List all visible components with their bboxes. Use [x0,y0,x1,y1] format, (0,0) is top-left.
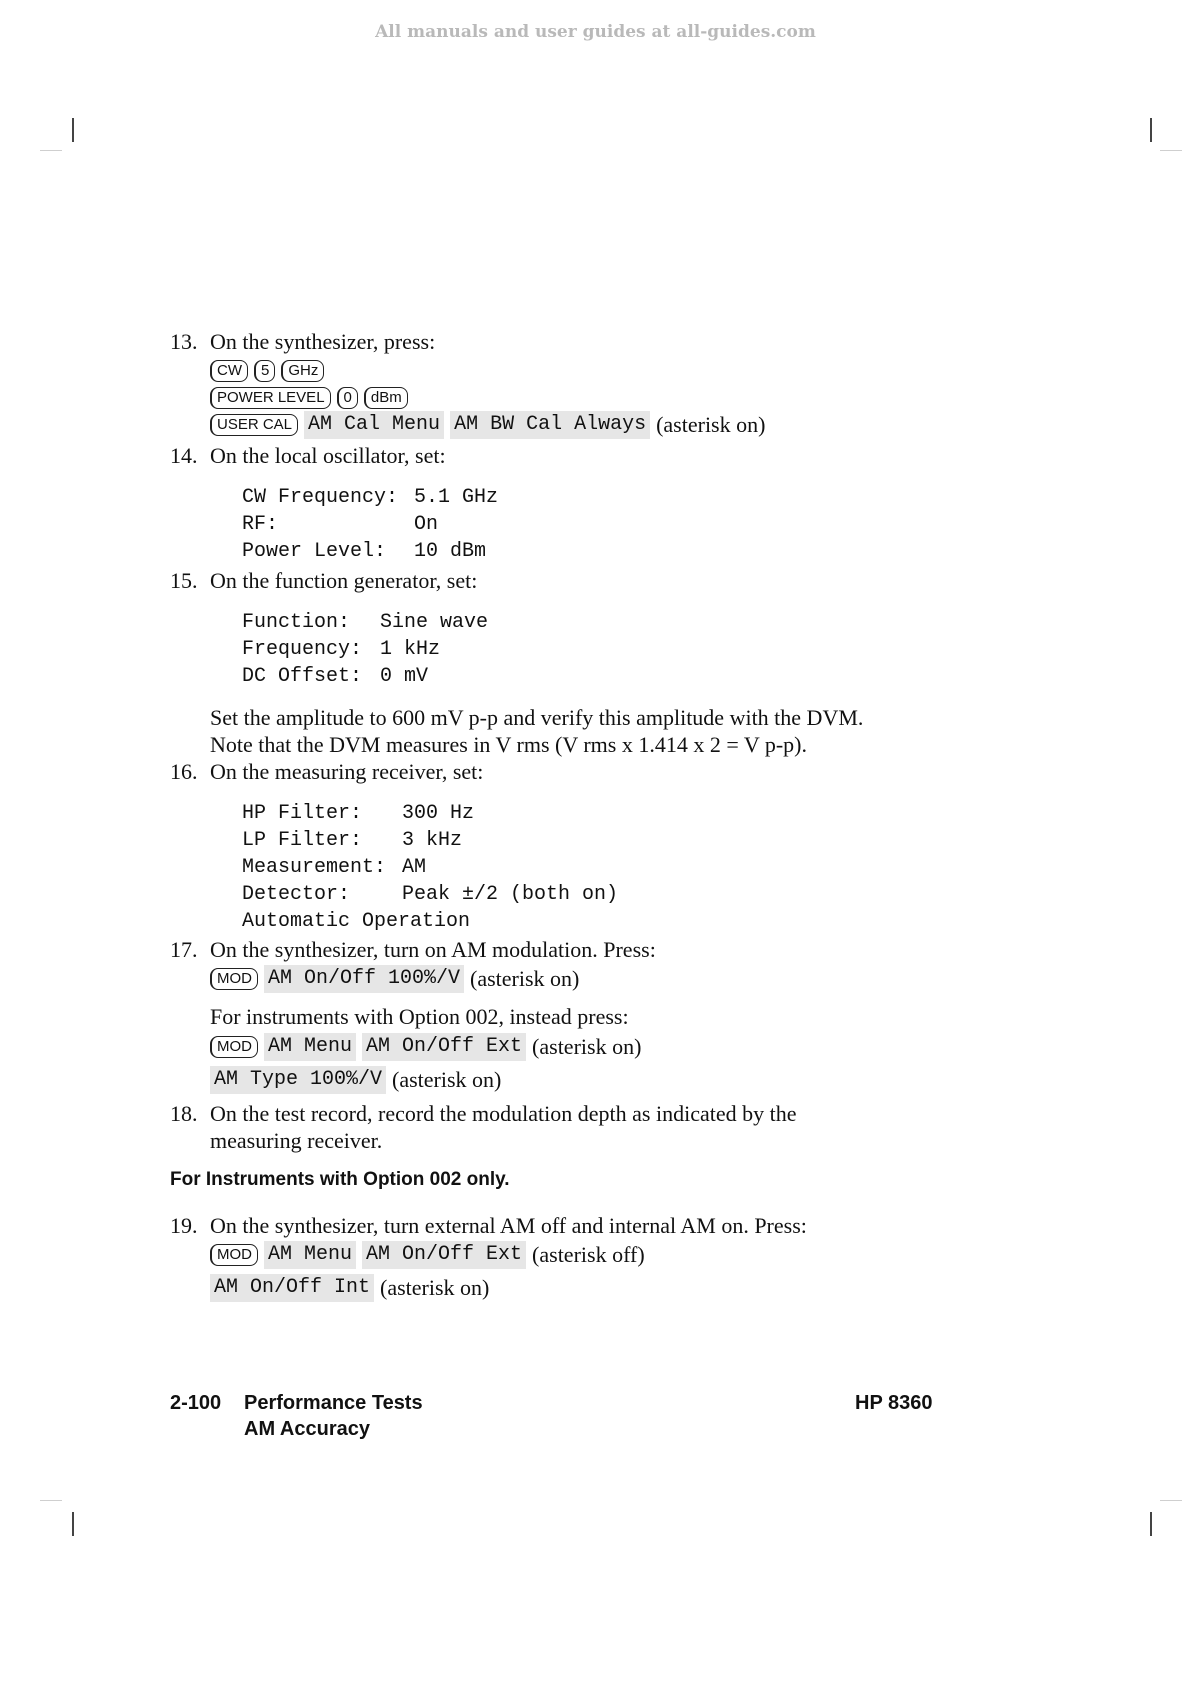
crop-mark [40,1500,62,1501]
crop-mark [1160,1500,1182,1501]
section-title: Performance Tests [244,1392,423,1414]
fg-setting-label: Frequency: [242,638,363,661]
receiver-setting-value: 3 kHz [402,829,463,852]
receiver-setting-label: Detector: [242,883,351,906]
am-menu-softkey[interactable]: AM Menu [264,1241,356,1269]
step-15-text: On the function generator, set: [210,568,478,593]
step-17-keys [210,964,579,993]
mod-key[interactable]: MOD [210,968,258,990]
am-cal-menu-softkey[interactable]: AM Cal Menu [304,411,444,439]
digit-0-key[interactable]: 0 [337,387,358,409]
asterisk-note: (asterisk on) [470,965,580,991]
mod-key[interactable]: MOD [210,1036,258,1058]
model-name: HP 8360 [855,1392,933,1414]
option-002-keys-row-2 [210,1065,501,1094]
step-18-number: 18. [170,1101,198,1126]
option-002-heading: For Instruments with Option 002 only. [170,1169,510,1190]
digit-5-key[interactable]: 5 [254,360,275,382]
am-on-off-ext-softkey[interactable]: AM On/Off Ext [362,1241,526,1269]
asterisk-note: (asterisk on) [380,1274,490,1300]
page-number: 2-100 [170,1392,222,1414]
lo-setting-value: 5.1 GHz [414,486,499,509]
user-cal-key[interactable]: USER CAL [210,414,298,436]
lo-setting-label: CW Frequency: [242,486,399,509]
crop-mark [40,150,62,151]
am-on-off-int-softkey[interactable]: AM On/Off Int [210,1274,374,1302]
power-level-key[interactable]: POWER LEVEL [210,387,331,409]
step-13-keys-row-3 [210,410,765,439]
lo-setting-value: 10 dBm [414,540,487,563]
step-16-number: 16. [170,759,198,784]
crop-mark [1150,1512,1152,1536]
amplitude-note: Set the amplitude to 600 mV p-p and verify this amplitude with the DVM. [210,705,864,730]
step-19-text: On the synthesizer, turn external AM off and internal AM on. Press: [210,1213,807,1238]
subsection-title: AM Accuracy [244,1418,370,1440]
fg-setting-value: 1 kHz [380,638,441,661]
fg-setting-value: Sine wave [380,611,489,634]
lo-setting-label: RF: [242,513,279,536]
step-19-number: 19. [170,1213,198,1238]
option-002-keys-row-1 [210,1032,641,1061]
step-16-text: On the measuring receiver, set: [210,759,484,784]
lo-setting-value: On [414,513,439,536]
step-19-keys-row-2 [210,1273,489,1302]
receiver-setting-value: AM [402,856,427,879]
step-13-keys-row-1 [210,356,330,382]
step-17-number: 17. [170,937,198,962]
step-13-number: 13. [170,329,198,354]
step-14-number: 14. [170,443,198,468]
dbm-key[interactable]: dBm [364,387,408,409]
automatic-operation: Automatic Operation [242,910,471,933]
ghz-key[interactable]: GHz [281,360,324,382]
option-002-instruction: For instruments with Option 002, instead press: [210,1004,629,1029]
receiver-setting-label: LP Filter: [242,829,363,852]
step-13-keys-row-2 [210,383,414,409]
step-14-text: On the local oscillator, set: [210,443,446,468]
fg-setting-value: 0 mV [380,665,429,688]
watermark: All manuals and user guides at all-guides.com [375,22,816,42]
asterisk-note: (asterisk off) [532,1241,645,1267]
dvm-note: Note that the DVM measures in V rms (V rms x 1.414 x 2 = V p-p). [210,732,807,757]
step-15-number: 15. [170,568,198,593]
receiver-setting-value: Peak ±/2 (both on) [402,883,619,906]
am-type-100-softkey[interactable]: AM Type 100%/V [210,1066,386,1094]
crop-mark [1160,150,1182,151]
crop-mark [72,1512,74,1536]
asterisk-note: (asterisk on) [532,1033,642,1059]
mod-key[interactable]: MOD [210,1244,258,1266]
am-on-off-ext-softkey[interactable]: AM On/Off Ext [362,1033,526,1061]
receiver-setting-value: 300 Hz [402,802,475,825]
am-on-off-100-softkey[interactable]: AM On/Off 100%/V [264,965,464,993]
step-19-keys-row-1 [210,1240,645,1269]
asterisk-note: (asterisk on) [656,411,766,437]
crop-mark [72,118,74,142]
cw-key[interactable]: CW [210,360,248,382]
step-18-text-line-1: On the test record, record the modulation depth as indicated by the [210,1101,797,1126]
fg-setting-label: Function: [242,611,351,634]
step-18-text-line-2: measuring receiver. [210,1128,383,1153]
lo-setting-label: Power Level: [242,540,387,563]
asterisk-note: (asterisk on) [392,1066,502,1092]
am-bw-cal-always-softkey[interactable]: AM BW Cal Always [450,411,650,439]
fg-setting-label: DC Offset: [242,665,363,688]
crop-mark [1150,118,1152,142]
receiver-setting-label: Measurement: [242,856,387,879]
am-menu-softkey[interactable]: AM Menu [264,1033,356,1061]
receiver-setting-label: HP Filter: [242,802,363,825]
step-13-text: On the synthesizer, press: [210,329,436,354]
step-17-text: On the synthesizer, turn on AM modulation. Press: [210,937,656,962]
